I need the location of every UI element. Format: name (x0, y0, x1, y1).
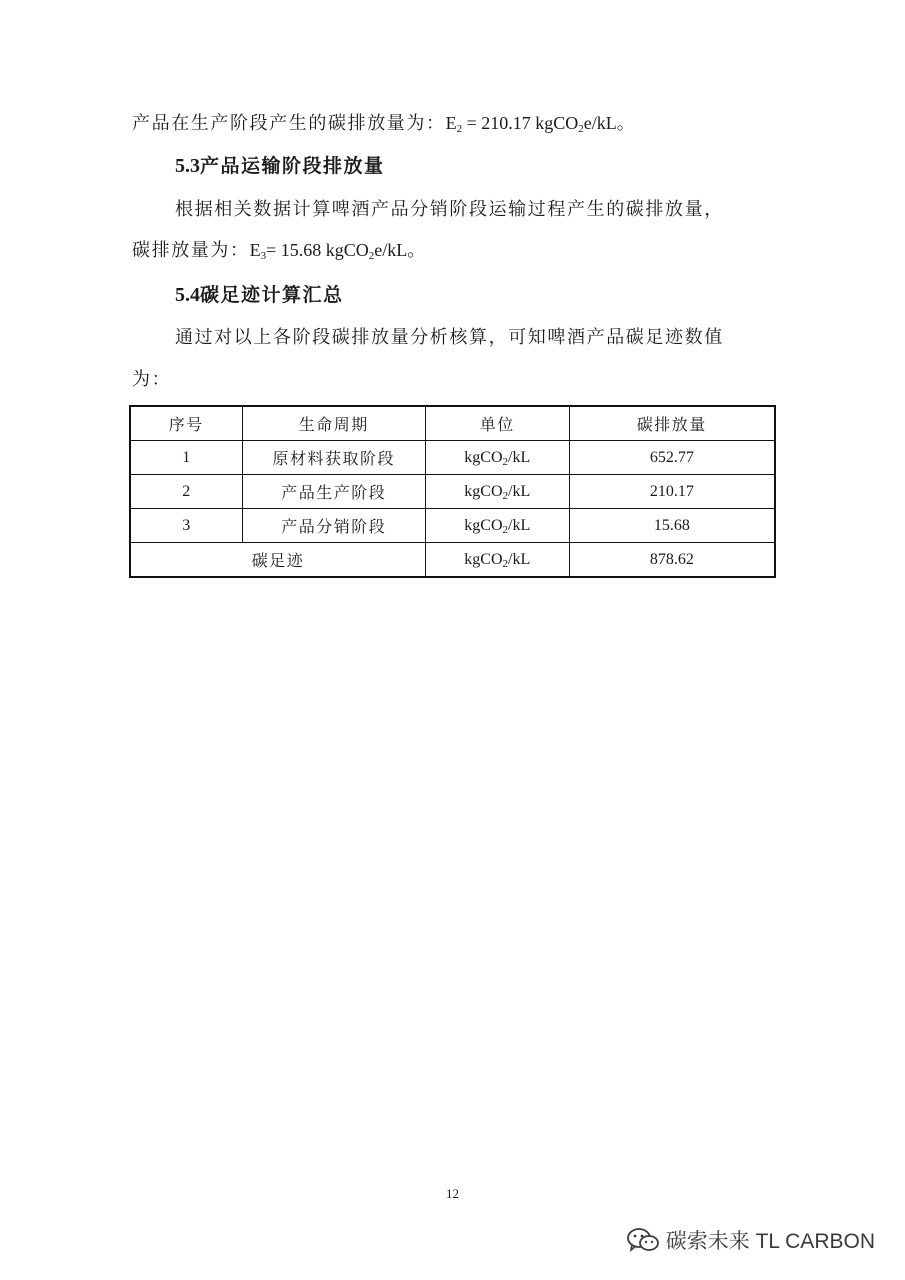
heading-number: 5.4 (175, 284, 200, 306)
unit-pre: kgCO (464, 516, 503, 534)
unit-sub: 2 (502, 489, 509, 502)
paragraph-summary-line1 (175, 324, 775, 352)
cell-stage: 产品分销阶段 (242, 509, 425, 543)
section-heading-5-4 (175, 280, 344, 307)
heading-number: 5.3 (175, 155, 200, 177)
formula-unit: e/kL (374, 240, 408, 260)
formula-unit: e/kL (583, 113, 617, 133)
table-header-row (130, 406, 775, 441)
table-total-row (130, 543, 775, 578)
cell-total-label: 碳足迹 (130, 543, 425, 578)
table-row (130, 509, 775, 543)
cell-index: 3 (130, 509, 242, 543)
header-emission: 碳排放量 (569, 406, 775, 441)
cell-index: 1 (130, 441, 242, 475)
cell-unit (425, 543, 569, 578)
cell-unit (425, 441, 569, 475)
paragraph-transport-line1 (175, 196, 775, 224)
var-e: E (445, 113, 457, 133)
unit-sub: 2 (502, 455, 509, 468)
carbon-footprint-table (129, 405, 776, 578)
unit-post: /kL (508, 482, 531, 500)
unit-sub: 2 (502, 557, 509, 570)
unit-pre: kgCO (464, 448, 503, 466)
var-e: E (249, 240, 261, 260)
text-line: 通过对以上各阶段碳排放量分析核算，可知啤酒产品碳足迹数值 (175, 327, 724, 348)
header-unit: 单位 (425, 406, 569, 441)
cell-stage: 原材料获取阶段 (242, 441, 425, 475)
paragraph-transport-line2 (132, 236, 775, 265)
header-index: 序号 (130, 406, 242, 441)
unit-post: /kL (508, 516, 531, 534)
formula-var (250, 240, 408, 260)
co2-sub: 2 (368, 250, 375, 262)
heading-text: 产品运输阶段排放量 (200, 155, 385, 177)
var-sub: 2 (456, 123, 463, 135)
cell-value: 15.68 (569, 509, 775, 543)
cell-index: 2 (130, 475, 242, 509)
text-end: 。 (616, 113, 637, 134)
text-line: 为： (132, 369, 172, 390)
formula-value: = 15.68 kgCO (266, 240, 369, 260)
unit-sub: 2 (502, 523, 509, 536)
cell-unit (425, 475, 569, 509)
paragraph-production-emission (132, 109, 775, 138)
cell-stage: 产品生产阶段 (242, 475, 425, 509)
cell-total-value: 878.62 (569, 543, 775, 578)
text-end: 。 (407, 240, 427, 261)
paragraph-summary-line2 (132, 366, 775, 394)
table-row (130, 475, 775, 509)
table-row (130, 441, 775, 475)
co2-sub: 2 (578, 123, 584, 135)
watermark-text: 碳索未来 TL CARBON (665, 1230, 875, 1253)
watermark (626, 1225, 875, 1255)
text-line: 根据相关数据计算啤酒产品分销阶段运输过程产生的碳排放量， (175, 199, 724, 220)
text-prefix: 碳排放量为： (132, 240, 250, 261)
wechat-icon (626, 1227, 660, 1253)
formula-value: = 210.17 kgCO (462, 113, 579, 133)
header-lifecycle: 生命周期 (242, 406, 425, 441)
formula-var (446, 113, 617, 133)
cell-value: 210.17 (569, 475, 775, 509)
unit-post: /kL (508, 448, 531, 466)
cell-value: 652.77 (569, 441, 775, 475)
unit-pre: kgCO (464, 482, 503, 500)
var-sub: 3 (260, 250, 267, 262)
page-number: 12 (446, 1186, 459, 1201)
heading-text: 碳足迹计算汇总 (200, 284, 344, 306)
cell-unit (425, 509, 569, 543)
unit-post: /kL (508, 550, 531, 568)
unit-pre: kgCO (464, 550, 503, 568)
text-prefix: 产品在生产阶段产生的碳排放量为： (132, 113, 446, 134)
section-heading-5-3 (175, 151, 385, 178)
